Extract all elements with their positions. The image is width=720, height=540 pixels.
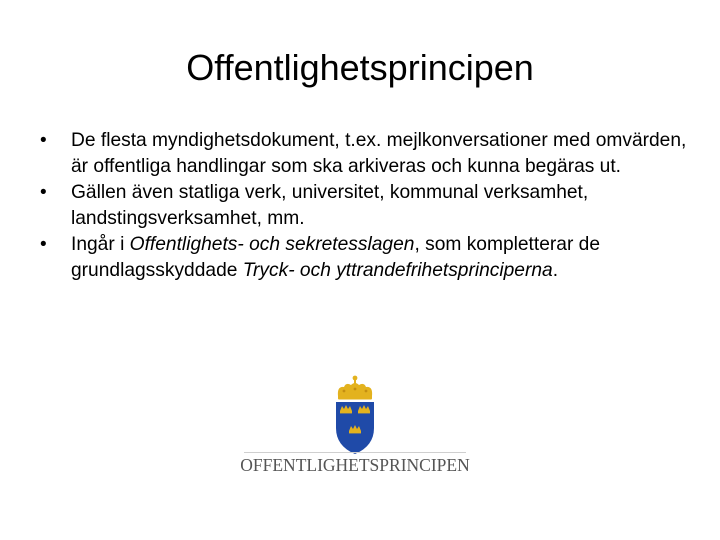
swedish-crest-icon — [330, 374, 380, 458]
list-item — [40, 232, 690, 284]
offentlighetsprincipen-logo — [236, 374, 474, 484]
bullet-marker: • — [40, 234, 47, 255]
list-item — [40, 128, 690, 180]
bullet-text-part: Ingår i — [71, 234, 130, 255]
bullet-text-part: , som kompletterar de grundlagsskyddade — [71, 234, 601, 281]
principle-name: Tryck- och yttrandefrihetsprinciperna — [242, 260, 553, 281]
slide-title: Offentlighetsprincipen — [186, 47, 534, 88]
bullet-text: Gällen även statliga verk, universitet, kommunal verksamhet, landstingsverksamhet, mm. — [71, 182, 589, 229]
bullet-text: De flesta myndighetsdokument, t.ex. mejlkonversationer med omvärden, är offentliga handlingar som ska arkiveras och kunna begäras ut. — [71, 130, 687, 177]
divider — [244, 452, 466, 453]
bullet-marker: • — [40, 130, 47, 151]
bullet-text-part: . — [552, 260, 559, 281]
bullet-list — [40, 128, 690, 284]
logo-wordmark: OFFENTLIGHETSPRINCIPEN — [240, 455, 470, 475]
law-name: Offentlighets- och sekretesslagen — [129, 234, 415, 255]
bullet-marker: • — [40, 182, 47, 203]
list-item — [40, 180, 690, 232]
